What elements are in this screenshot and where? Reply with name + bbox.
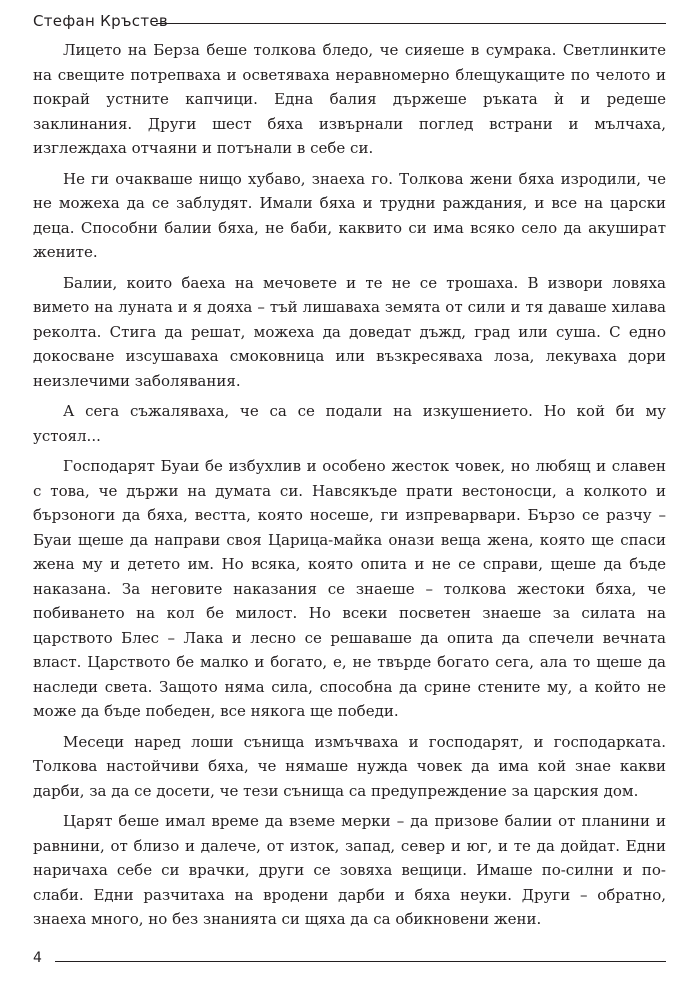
- header-rule: [156, 23, 666, 24]
- paragraph: Месеци наред лоши сънища измъчваха и господарят, и господарката. Толкова настойчиви бяха, че нямаше нужда човек да има кой знае какви дарби, за да се досети, че тези сънища са предупреждение за царския дом.: [33, 732, 666, 800]
- paragraph: Царят беше имал време да вземе мерки – да призове балии от планини и равнини, от близо и далече, от изток, запад, север и юг, и те да дойдат. Едни наричаха себе си врачки, други се зовяха вещици. Имаше по-силни и по-слаби. Едни разчитаха на вродени дарби и бяха неуки. Други – обратно, знаеха много, но без знанията си щяха да са обикновени жени.: [33, 812, 666, 928]
- body-text: [33, 38, 666, 938]
- running-head-author: Стефан Кръстев: [33, 12, 169, 30]
- paragraph: Лицето на Берза беше толкова бледо, че сияеше в сумрака. Светлинките на свещите потрепваха и осветяваха неравномерно блещукащите по челото и покрай устните капчици. Една балия държеше ръката ѝ и редеше заклинания. Други шест бяха извърнали поглед встрани и мълчаха, изглеждаха отчаяни и потънали в себе си.: [33, 41, 666, 157]
- footer-rule: [55, 961, 666, 962]
- page-number: 4: [33, 950, 42, 966]
- paragraph: Господарят Буаи бе избухлив и особено жесток човек, но любящ и славен с това, че държи на думата си. Навсякъде прати вестоносци, а колкото и бързоноги да бяха, вестта, която носеше, ги изпреварвари. Бързо се разчу – Буаи щеше да направи своя Царица-майка онази веща жена, която ще спаси жена му и детето им. Но всяка, която опита и не се справи, щеше да бъде наказана. За неговите наказания се знаеше – толкова жестоки бяха, че побиването на кол бе милост. Но всеки посветен знаеше за силата на царството Блес – Лака и лесно се решаваше да опита да спечели вечната власт. Царството бе малко и богато, е, не твърде богато сега, ала то щеше да наследи света. Защото няма сила, способна да срине стените му, а който не може да бъде победен, все някога ще победи.: [33, 457, 666, 720]
- paragraph: Балии, които баеха на мечовете и те не се трошаха. В извори ловяха вимето на луната и я дояха – тъй лишаваха земята от сили и тя даваше хилава реколта. Стига да решат, можеха да доведат дъжд, град или суша. С едно докосване изсушаваха смоковница или възкресяваха лоза, лекуваха дори неизлечими заболявания.: [33, 273, 666, 390]
- paragraph: А сега съжаляваха, че са се подали на изкушението. Но кой би му устоял...: [33, 402, 666, 445]
- paragraph: Не ги очакваше нищо хубаво, знаеха го. Толкова жени бяха изродили, че не можеха да се заблудят. Имали бяха и трудни раждания, и все на царски деца. Способни балии бяха, не баби, каквито си има всяко село да акушират жените.: [33, 169, 666, 261]
